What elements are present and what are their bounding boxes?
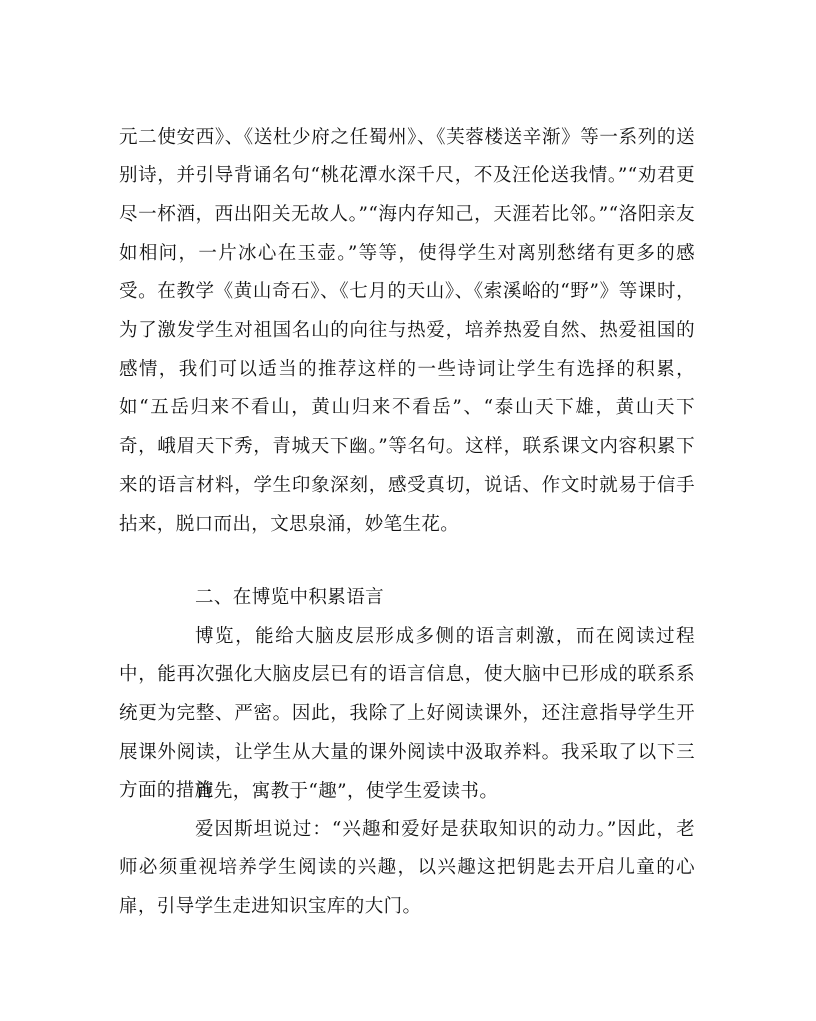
body-paragraph-first-measure: 首先，寓教于“趣”，使学生爱读书。	[195, 780, 499, 802]
section-heading-2: 二、在博览中积累语言	[195, 586, 385, 608]
body-paragraph-wide-reading: 博览，能给大脑皮层形成多侧的语言刺激，而在阅读过程中，能再次强化大脑皮层已有的语言信息，使大脑中已形成的联系系统更为完整、严密。因此，我除了上好阅读课外，还注意指导学生开展课外阅读，让学生从大量的课外阅读中汲取养料。我采取了以下三方面的措施	[119, 625, 695, 802]
body-paragraph-einstein-quote: 爱因斯坦说过：“兴趣和爱好是获取知识的动力。”因此，老师必须重视培养学生阅读的兴趣，以兴趣这把钥匙去开启儿童的心扉，引导学生走进知识宝库的大门。	[119, 818, 695, 917]
body-paragraph-farewell-poems: 元二使安西》、《送杜少府之任蜀州》、《芙蓉楼送辛渐》等一系列的送别诗，并引导背诵名句“桃花潭水深千尺，不及汪伦送我情。”“劝君更尽一杯酒，西出阳关无故人。”“海内存知己，天涯若比邻。”“洛阳亲友如相问，一片冰心在玉壶。”等等，使得学生对离别愁绪有更多的感受。在教学《黄山奇石》、《七月的天山》、《索溪峪的“野”》等课时，为了激发学生对祖国名山的向往与热爱，培养热爱自然、热爱祖国的感情，我们可以适当的推荐这样的一些诗词让学生有选择的积累，如“五岳归来不看山，黄山归来不看岳”、“泰山天下雄，黄山天下奇，峨眉天下秀，青城天下幽。”等名句。这样，联系课文内容积累下来的语言材料，学生印象深刻，感受真切，说话、作文时就易于信手拈来，脱口而出，文思泉涌，妙笔生花。	[119, 126, 695, 535]
